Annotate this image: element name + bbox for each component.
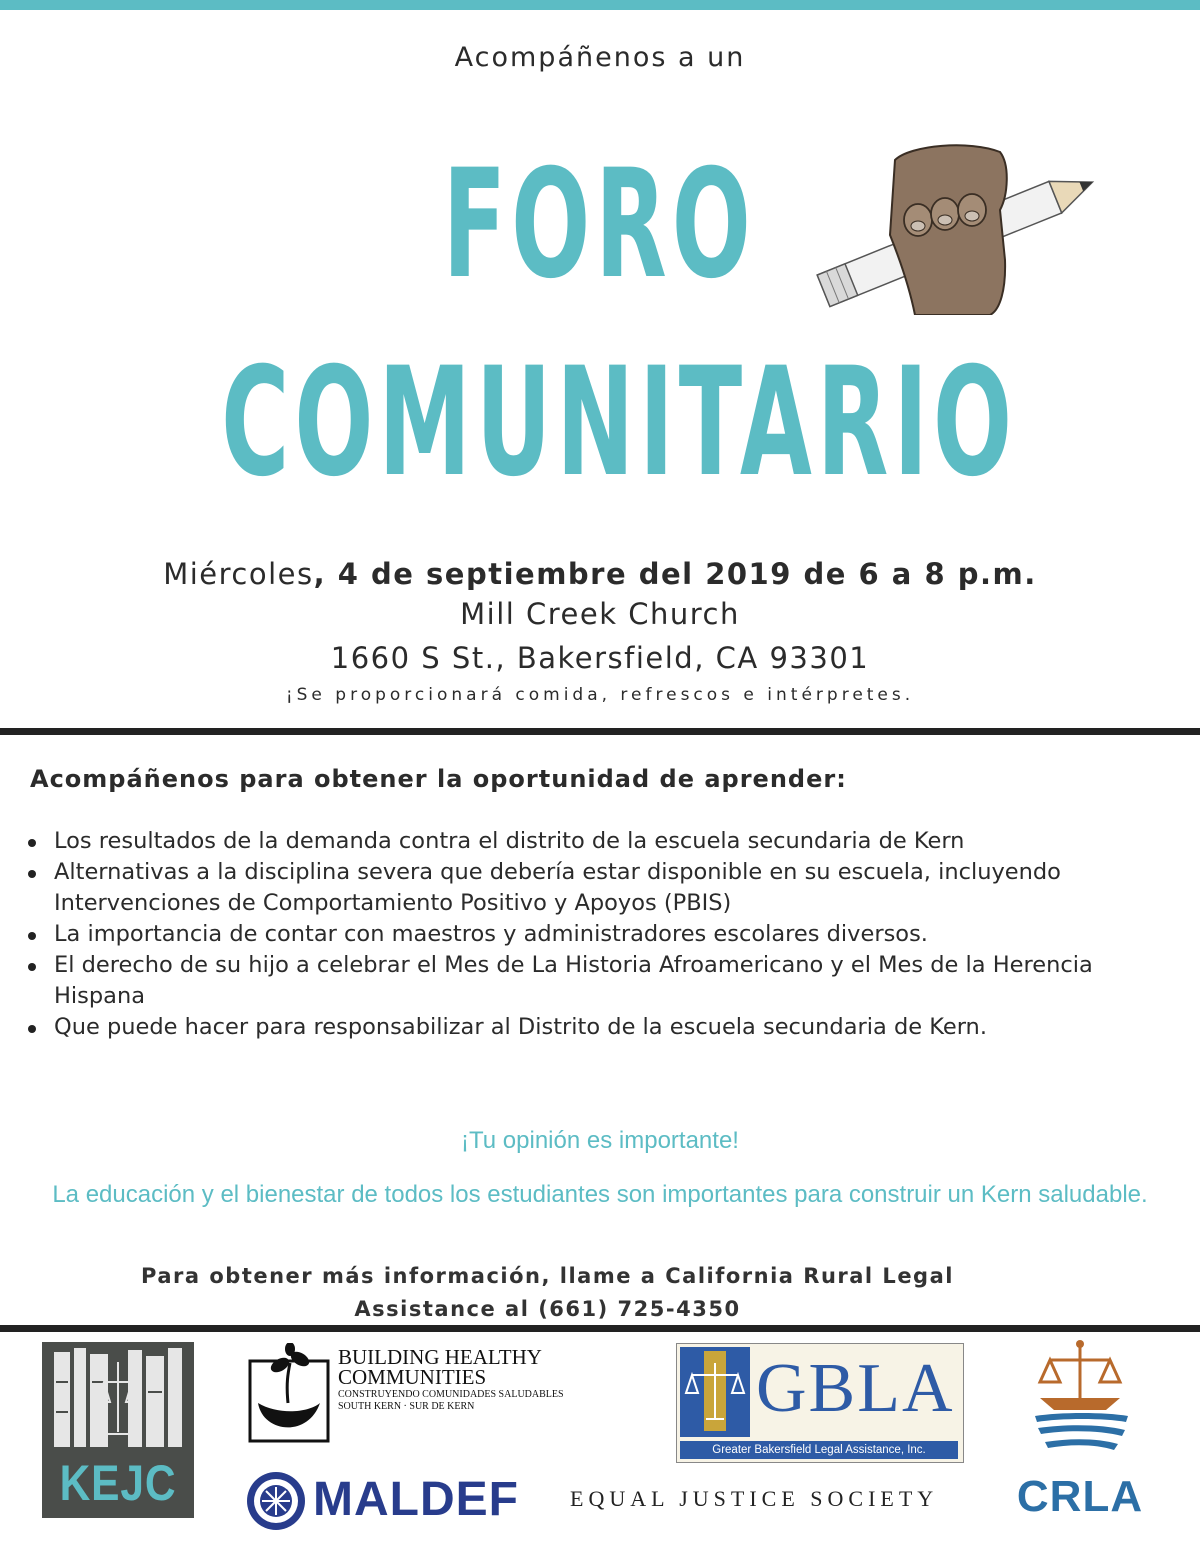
scales-icon bbox=[680, 1347, 750, 1437]
fist-pencil-illustration bbox=[800, 140, 1100, 315]
bhc-name-line-1: BUILDING HEALTHY bbox=[338, 1345, 542, 1369]
scales-fields-icon bbox=[1010, 1338, 1150, 1468]
contact-line-2: Assistance al (661) 725-4350 bbox=[354, 1297, 741, 1321]
ejs-logo-text: EQUAL JUSTICE SOCIETY bbox=[570, 1486, 939, 1511]
contact-info bbox=[0, 1260, 1095, 1326]
gbla-name: GBLA bbox=[756, 1350, 955, 1427]
list-item-text: La importancia de contar con maestros y administradores escolares diversos. bbox=[54, 921, 928, 947]
list-item-text: Los resultados de la demanda contra el distrito de la escuela secundaria de Kern bbox=[54, 828, 965, 854]
event-date bbox=[0, 557, 1200, 591]
maldef-logo bbox=[245, 1470, 545, 1535]
bhc-subtitle bbox=[338, 1389, 564, 1413]
learn-heading: Acompáñenos para obtener la oportunidad de aprender: bbox=[30, 765, 847, 793]
list-item bbox=[28, 857, 1178, 919]
kejc-label: KEJC bbox=[59, 1455, 177, 1511]
bhc-sub-line-2: SOUTH KERN · SUR DE KERN bbox=[338, 1401, 475, 1412]
bullet-icon bbox=[28, 839, 36, 847]
bullet-icon bbox=[28, 1025, 36, 1033]
top-accent-bar bbox=[0, 0, 1200, 10]
bhc-name-line-2: COMMUNITIES bbox=[338, 1365, 487, 1389]
intro-text: Acompáñenos a un bbox=[454, 42, 746, 73]
crla-logo bbox=[1010, 1338, 1150, 1528]
maldef-emblem-icon bbox=[245, 1470, 307, 1532]
list-item-text: Que puede hacer para responsabilizar al Distrito de la escuela secundaria de Kern. bbox=[54, 1014, 987, 1040]
event-day: Miércoles bbox=[163, 557, 314, 591]
list-item bbox=[28, 919, 1178, 950]
contact-line-1: Para obtener más información, llame a California Rural Legal bbox=[141, 1264, 954, 1288]
list-item bbox=[28, 826, 1178, 857]
event-address: 1660 S St., Bakersfield, CA 93301 bbox=[330, 641, 870, 675]
education-message: La educación y el bienestar de todos los estudiantes son importantes para construir un Kern saludable. bbox=[52, 1181, 1148, 1208]
list-item-text: Alternativas a la disciplina severa que debería estar disponible en su escuela, incluyendo Intervenciones de Comportamiento Positivo y Apoyos (PBIS) bbox=[54, 859, 1061, 916]
gbla-logo bbox=[676, 1343, 964, 1463]
list-item bbox=[28, 1012, 1178, 1043]
divider-top bbox=[0, 728, 1200, 735]
bullet-icon bbox=[28, 932, 36, 940]
learn-list bbox=[28, 826, 1178, 1043]
event-note: ¡Se proporcionará comida, refrescos e intérpretes. bbox=[285, 685, 915, 705]
bullet-icon bbox=[28, 963, 36, 971]
hands-plant-icon bbox=[248, 1343, 330, 1443]
event-place: Mill Creek Church bbox=[460, 597, 740, 631]
bhc-name bbox=[338, 1347, 542, 1387]
maldef-label: MALDEF bbox=[313, 1473, 519, 1526]
divider-bottom bbox=[0, 1325, 1200, 1332]
bhc-logo bbox=[248, 1343, 608, 1443]
kejc-logo bbox=[42, 1342, 194, 1518]
bullet-icon bbox=[28, 870, 36, 878]
books-scale-icon bbox=[42, 1342, 194, 1452]
opinion-message: ¡Tu opinión es importante! bbox=[461, 1127, 739, 1154]
list-item bbox=[28, 950, 1178, 1012]
title-line-2: COMUNITARIO bbox=[221, 336, 1017, 510]
title-line-1: FORO bbox=[442, 138, 756, 312]
crla-label: CRLA bbox=[1016, 1472, 1144, 1521]
gbla-full-name: Greater Bakersfield Legal Assistance, Inc. bbox=[680, 1441, 958, 1459]
list-item-text: El derecho de su hijo a celebrar el Mes de La Historia Afroamericano y el Mes de la Herencia Hispana bbox=[54, 952, 1093, 1009]
event-date-time: , 4 de septiembre del 2019 de 6 a 8 p.m. bbox=[313, 557, 1037, 591]
bhc-sub-line-1: CONSTRUYENDO COMUNIDADES SALUDABLES bbox=[338, 1389, 564, 1400]
